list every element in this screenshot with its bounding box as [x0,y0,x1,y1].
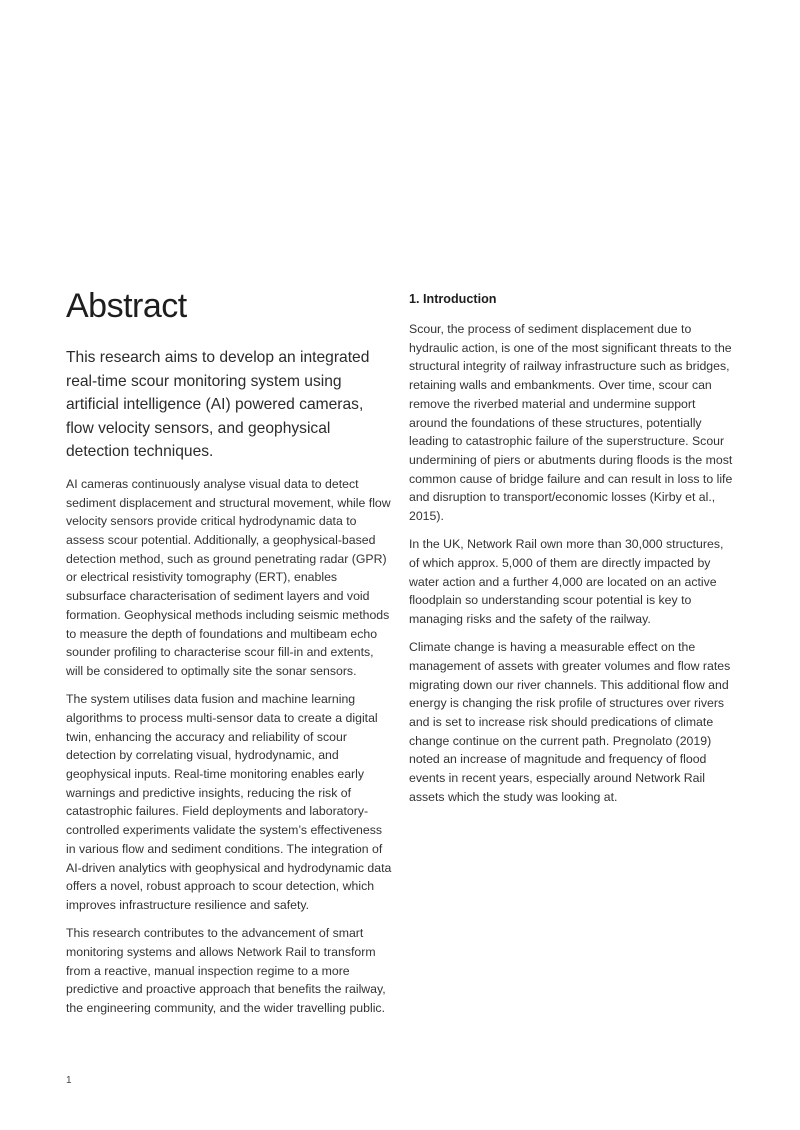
page-number: 1 [66,1075,72,1086]
abstract-paragraph: This research contributes to the advancement of smart monitoring systems and allows Network Rail to transform from a reactive, manual inspection regime to a more predictive and proactive approach that benefits the railway, the engineering community, and the wider travelling public. [66,926,386,1015]
introduction-heading: 1. Introduction [409,292,497,306]
introduction-column [409,290,735,816]
abstract-lead: This research aims to develop an integrated real-time scour monitoring system using artificial intelligence (AI) powered cameras, flow velocity sensors, and geophysical detection techniques. [66,349,370,461]
abstract-paragraph: The system utilises data fusion and machine learning algorithms to process multi-sensor data to create a digital twin, enhancing the accuracy and reliability of scour detection by correlating visual, hydrodynamic, and geophysical inputs. Real-time monitoring enables early warnings and predictive insights, reducing the risk of catastrophic failures. Field deployments and laboratory-controlled experiments validate the system’s effectiveness in various flow and sediment conditions. The integration of AI-driven analytics with geophysical and hydrodynamic data offers a novel, robust approach to scour detection, which improves infrastructure resilience and safety. [66,692,392,912]
abstract-paragraph: AI cameras continuously analyse visual data to detect sediment displacement and structural movement, while flow velocity sensors provide critical hydrodynamic data to assess scour potential. Additionally, a geophysical-based detection method, such as ground penetrating radar (GPR) or electrical resistivity tomography (ERT), enables subsurface characterisation of sediment layers and void formation. Geophysical methods including seismic methods to measure the depth of foundations and multibeam echo sounder profiling to characterise scour fill-in and extents, will be considered to optimally site the sonar sensors. [66,476,391,678]
introduction-paragraph: Scour, the process of sediment displacement due to hydraulic action, is one of the most significant threats to the structural integrity of railway infrastructure such as bridges, retaining walls and embankments. Over time, scour can remove the riverbed material and undermine support around the foundations of these structures, potentially leading to catastrophic failure of the superstructure. Scour undermining of piers or abutments during floods is the most common cause of bridge failure and can result in loss to life and disruption to transport/economic losses (Kirby et al., 2015). [409,322,733,524]
introduction-paragraph: In the UK, Network Rail own more than 30,000 structures, of which approx. 5,000 of them are directly impacted by water action and a further 4,000 are located on an active floodplain so understanding scour potential is key to managing risks and the safety of the railway. [409,537,724,627]
introduction-paragraph: Climate change is having a measurable effect on the management of assets with greater volumes and flow rates migrating down our river channels. This additional flow and energy is changing the risk profile of structures over rivers and is set to increase risk should predications of climate change continue on the current path. Pregnolato (2019) noted an increase of magnitude and frequency of flood events in recent years, especially around Network Rail assets which the study was looking at. [409,640,731,804]
abstract-title: Abstract [66,287,187,325]
abstract-column [66,284,392,1027]
